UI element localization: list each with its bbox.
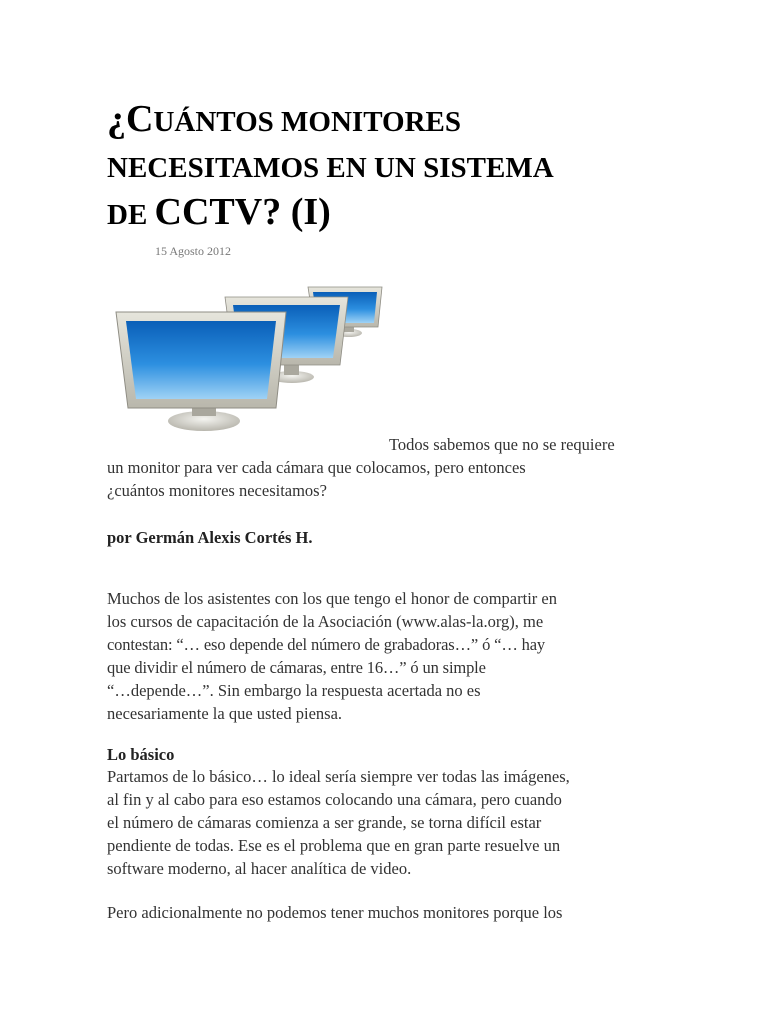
p1-line-5: “…depende…”. Sin embargo la respuesta acertada no es bbox=[107, 681, 481, 700]
p1-line-4: que dividir el número de cámaras, entre 16…” ó un simple bbox=[107, 658, 486, 677]
title-line-3-small: DE bbox=[107, 199, 155, 231]
p1-line-3: contestan: “… eso depende del número de grabadoras…” ó “… hay bbox=[107, 635, 546, 654]
article-title bbox=[107, 100, 727, 231]
intro-paragraph bbox=[107, 433, 647, 502]
p1-line-6: necesariamente la que usted piensa. bbox=[107, 704, 343, 723]
article-author: por Germán Alexis Cortés H. bbox=[107, 528, 313, 547]
p1-line-1: Muchos de los asistentes con los que tengo el honor de compartir en bbox=[107, 589, 557, 608]
title-line-1 bbox=[107, 100, 727, 138]
section-heading: Lo básico bbox=[107, 745, 175, 764]
intro-line-2: un monitor para ver cada cámara que colocamos, pero entonces bbox=[107, 458, 526, 477]
monitor-front bbox=[116, 312, 286, 431]
p2-line-2: al fin y al cabo para eso estamos colocando una cámara, pero cuando bbox=[107, 790, 562, 809]
title-line-1-rest: UÁNTOS MONITORES bbox=[153, 106, 461, 138]
p2-line-1: Partamos de lo básico… lo ideal sería siempre ver todas las imágenes, bbox=[107, 767, 570, 786]
p2-line-3: el número de cámaras comienza a ser grande, se torna difícil estar bbox=[107, 813, 542, 832]
body-paragraph-2 bbox=[107, 765, 647, 880]
body-paragraph-3 bbox=[107, 901, 647, 924]
body-paragraph-1 bbox=[107, 587, 647, 725]
p2-line-5: software moderno, al hacer analítica de video. bbox=[107, 859, 412, 878]
p3-line-1: Pero adicionalmente no podemos tener muchos monitores porque los bbox=[107, 903, 563, 922]
p2-line-4: pendiente de todas. Ese es el problema que en gran parte resuelve un bbox=[107, 836, 561, 855]
article-date: 15 Agosto 2012 bbox=[155, 244, 232, 258]
intro-line-1: Todos sabemos que no se requiere bbox=[389, 435, 615, 454]
monitors-icon bbox=[112, 280, 388, 440]
intro-line-3: ¿cuántos monitores necesitamos? bbox=[107, 481, 327, 500]
p1-line-2: los cursos de capacitación de la Asociación (www.alas-la.org), me bbox=[107, 612, 544, 631]
title-initial: ¿C bbox=[107, 98, 154, 140]
title-line-3 bbox=[107, 193, 727, 231]
title-line-3-big: CCTV? (I) bbox=[154, 191, 331, 233]
title-line-2: NECESITAMOS EN UN SISTEMA bbox=[107, 152, 554, 184]
